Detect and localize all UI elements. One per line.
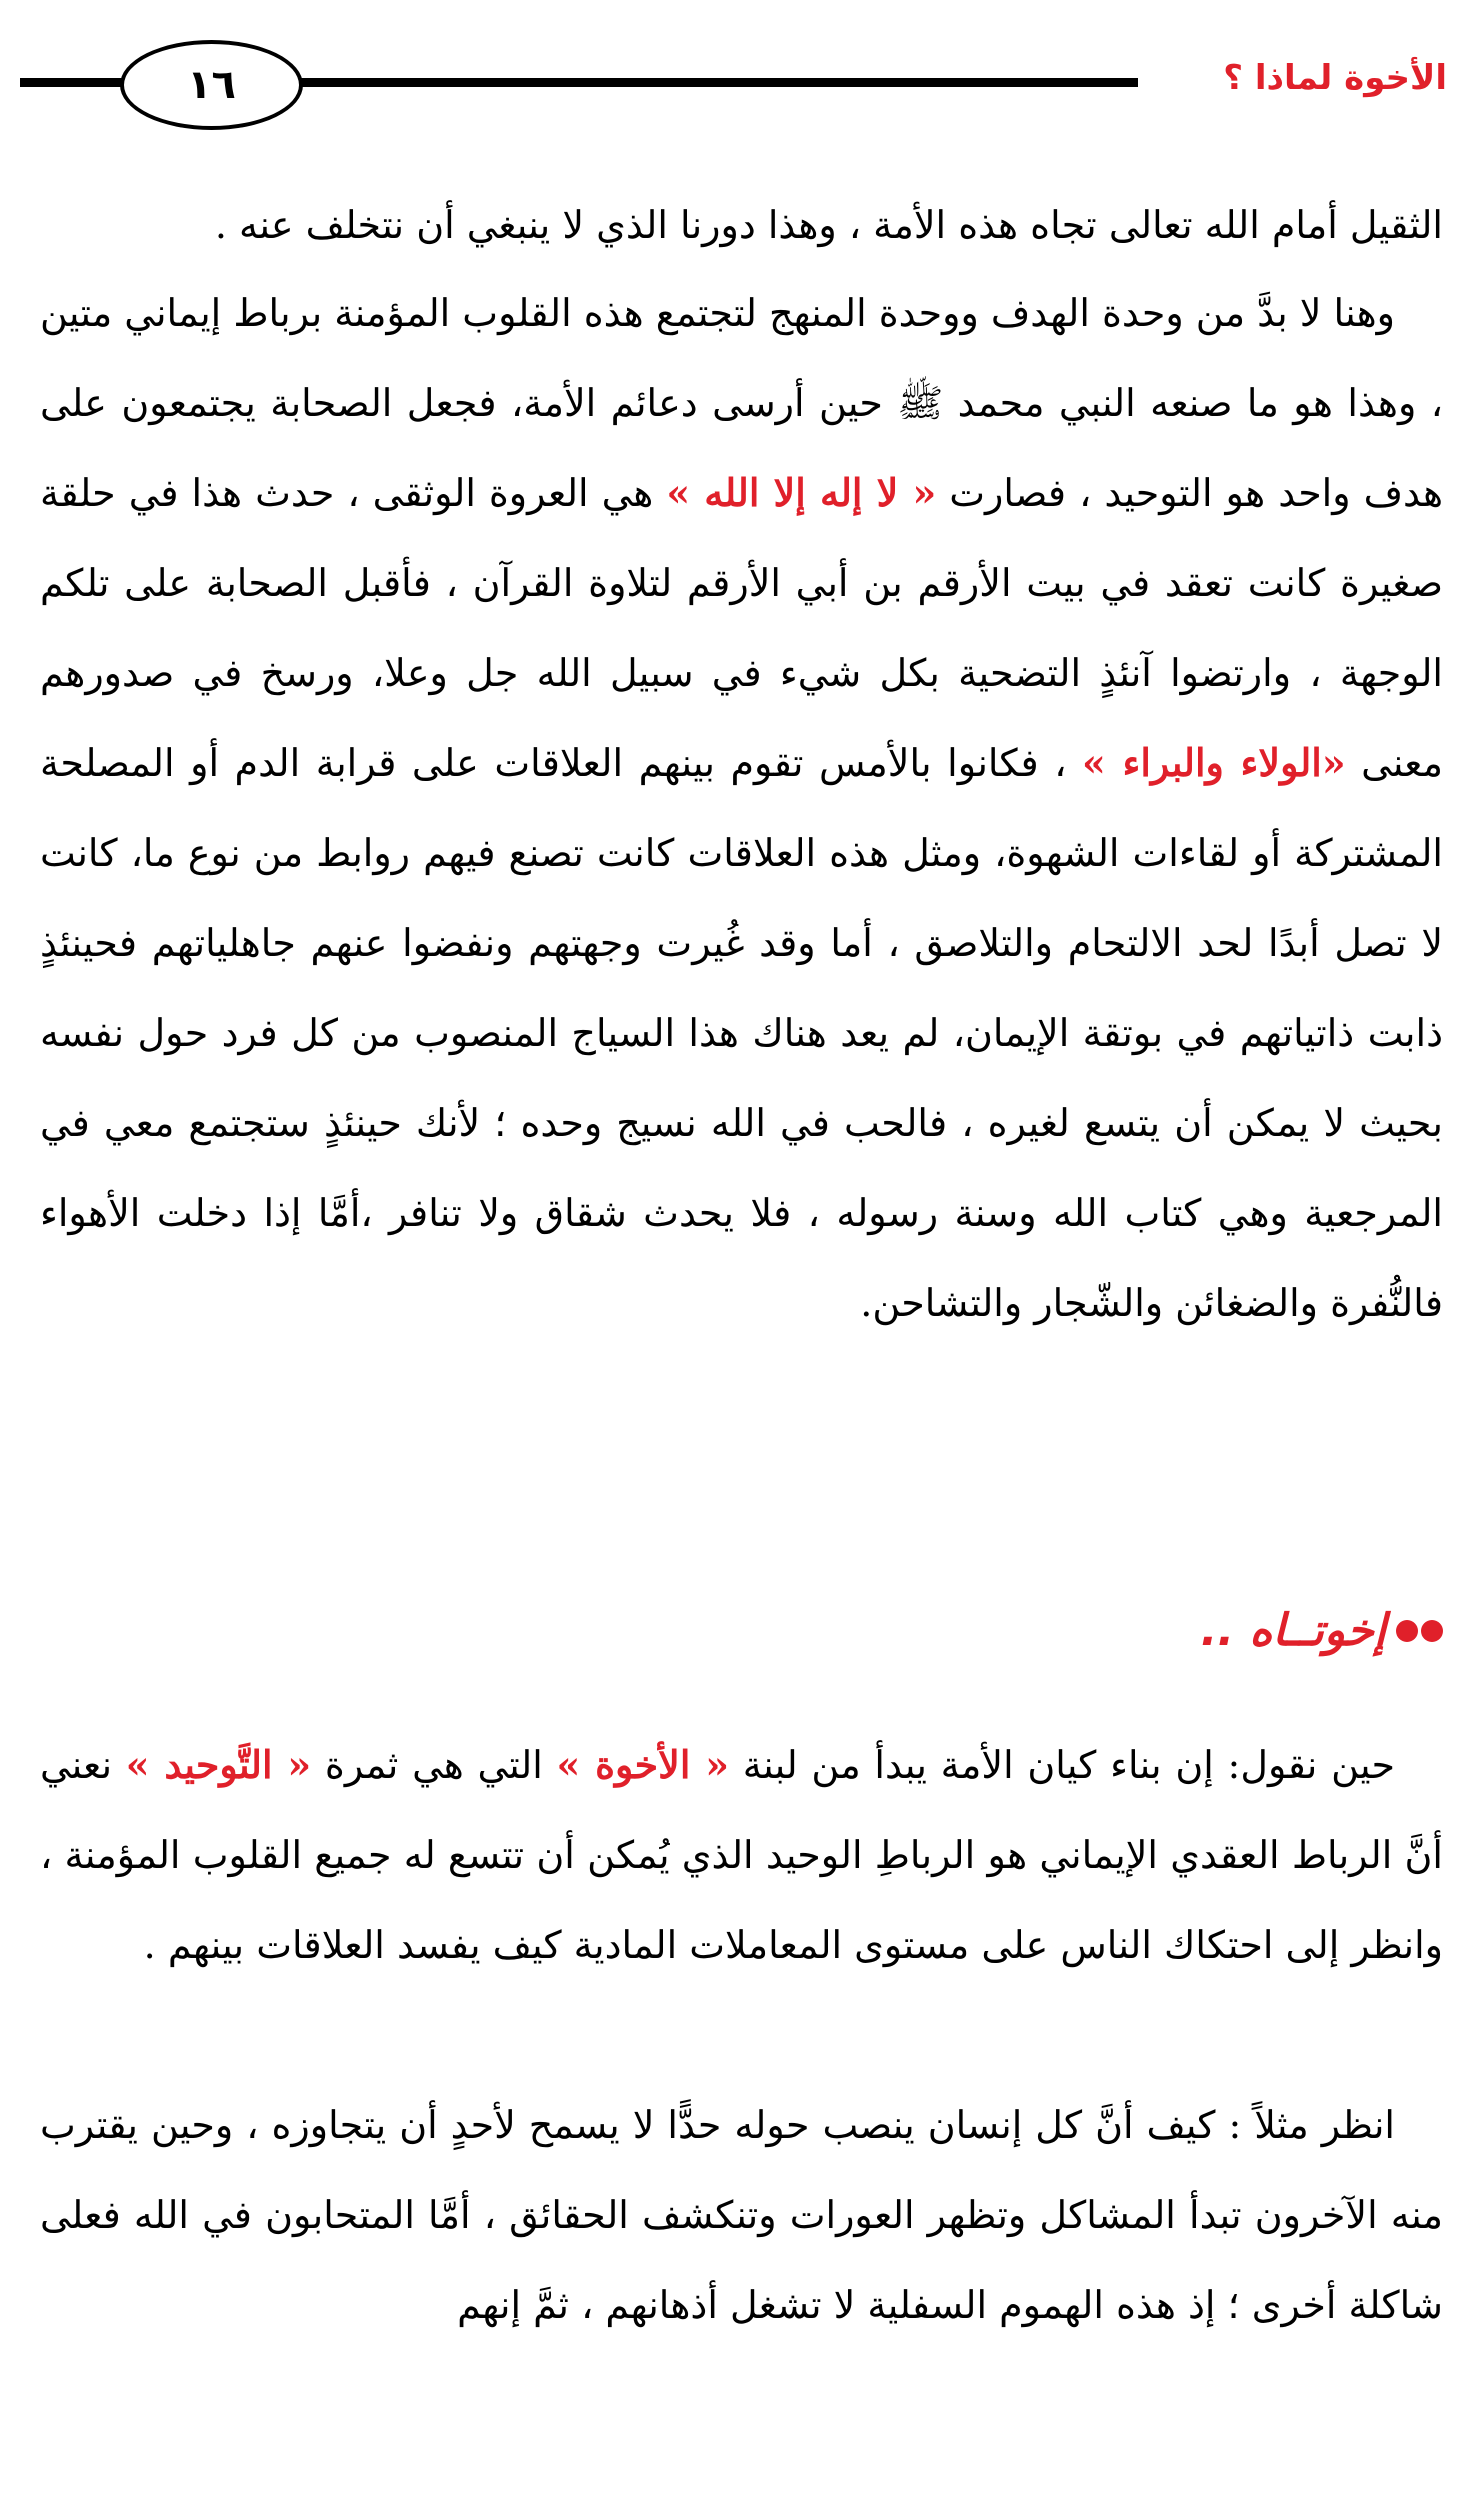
highlight-brotherhood: « الأخوة » — [556, 1742, 730, 1787]
paragraph-text — [40, 1720, 1443, 1990]
text-run: حين نقول: إن بناء كيان الأمة يبدأ من لبنة — [729, 1743, 1395, 1787]
text-run: وهنا لا بدَّ من وحدة الهدف ووحدة المنهج لتجتمع هذه القلوب المؤمنة برباط إيماني متين ، وهذا هو ما صنعه النبي محمد ﷺ حين أرسى دعائم الأمة، فجعل الصحابة يجتمعون على هدف واحد هو التوحيد ، فصارت — [40, 291, 1443, 515]
highlight-tawhid: « التَّوحيد » — [125, 1742, 312, 1787]
paragraph-1 — [40, 268, 1443, 1348]
paragraph-text: انظر مثلاً : كيف أنَّ كل إنسان ينصب حوله حدًّا لا يسمح لأحدٍ أن يتجاوزه ، وحين يقترب منه الآخرون تبدأ المشاكل وتظهر العورات وتنكشف الحقائق ، أمَّا المتحابون في الله فعلى شاكلة أخرى ؛ إذ هذه الهموم السفلية لا تشغل أذهانهم ، ثمَّ إنهم — [40, 2103, 1443, 2327]
text-run: نعني أنَّ الرباط العقدي الإيماني هو الرباطِ الوحيد الذي يُمكن أن تتسع له جميع القلوب المؤمنة ، وانظر إلى احتكاك الناس على مستوى المعاملات المادية كيف يفسد العلاقات بينهم . — [40, 1743, 1443, 1967]
page-number: ١٦ — [120, 40, 303, 130]
running-title: الأخوة لماذا ؟ — [1223, 58, 1447, 98]
section-heading-text: إخوتــاه .. — [1200, 1605, 1386, 1656]
highlight-tawhid-phrase: « لا إله إلا الله » — [666, 470, 937, 515]
bullet-dots-icon — [1396, 1620, 1443, 1642]
paragraph-3 — [40, 2080, 1443, 2350]
paragraph-continuation — [40, 180, 1443, 270]
paragraph-text — [40, 268, 1443, 1348]
header-rule-left — [20, 78, 130, 87]
text-run: هي العروة الوثقى ، حدث هذا في حلقة صغيرة كانت تعقد في بيت الأرقم بن أبي الأرقم لتلاوة القرآن ، فأقبل الصحابة على تلكم الوجهة ، وارتضوا آنئذٍ التضحية بكل شيء في سبيل الله جل وعلا، ورسخ في صدورهم معنى — [40, 471, 1443, 785]
text-run: التي هي ثمرة — [311, 1743, 557, 1787]
paragraph-2 — [40, 1720, 1443, 1990]
paragraph-text: الثقيل أمام الله تعالى تجاه هذه الأمة ، وهذا دورنا الذي لا ينبغي أن نتخلف عنه . — [214, 203, 1443, 247]
highlight-wala-bara: «الولاء والبراء » — [1082, 740, 1346, 785]
section-heading — [1201, 1605, 1443, 1656]
text-run: ، فكانوا بالأمس تقوم بينهم العلاقات على قرابة الدم أو المصلحة المشتركة أو لقاءات الشهوة، ومثل هذه العلاقات كانت تصنع فيهم روابط من نوع ما، كانت لا تصل أبدًا لحد الالتحام والتلاصق ، أما وقد غُيرت وجهتهم ونفضوا عنهم جاهلياتهم فحينئذٍ ذابت ذاتياتهم في بوتقة الإيمان، لم يعد هناك هذا السياج المنصوب من كل فرد حول نفسه بحيث لا يمكن أن يتسع لغيره ، فالحب في الله نسيج وحده ؛ لأنك حينئذٍ ستجتمع معي في المرجعية وهي كتاب الله وسنة رسوله ، فلا يحدث شقاق ولا تنافر ،أمَّا إذا دخلت الأهواء فالنُّفرة والضغائن والشّجار والتشاحن. — [40, 741, 1443, 1325]
